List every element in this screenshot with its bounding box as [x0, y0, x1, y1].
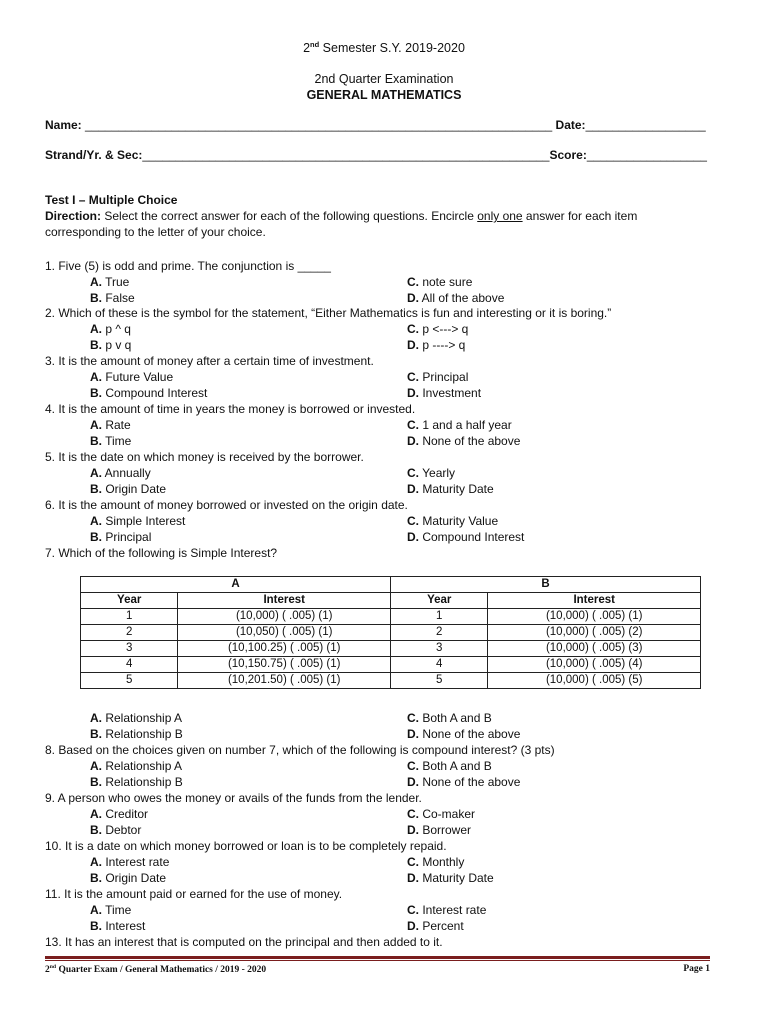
option-letter: A. [90, 903, 102, 917]
question-2-text: 2. Which of these is the symbol for the statement, “Either Mathematics is fun and interesting or it is boring.” [45, 306, 612, 320]
question-8-option-d[interactable] [407, 774, 520, 790]
option-letter: B. [90, 727, 102, 741]
footer-page-number: Page 1 [683, 964, 710, 974]
option-text: Interest [102, 919, 146, 933]
question-4-text: 4. It is the amount of time in years the money is borrowed or invested. [45, 402, 416, 416]
question-2-option-b[interactable] [90, 337, 131, 353]
option-letter: A. [90, 370, 102, 384]
option-letter: A. [90, 418, 102, 432]
question-5-text: 5. It is the date on which money is received by the borrower. [45, 450, 364, 464]
option-text: p ^ q [102, 322, 131, 336]
direction-line2: corresponding to the letter of your choice. [45, 225, 266, 239]
table-cell-year: 1 [81, 609, 178, 625]
option-text: Relationship B [102, 727, 183, 741]
question-8-text: 8. Based on the choices given on number 7, which of the following is compound interest? (3 pts) [45, 743, 555, 757]
question-12-text: 13. It has an interest that is computed on the principal and then added to it. [45, 935, 443, 949]
question-4-option-b[interactable] [90, 433, 131, 449]
option-letter: A. [90, 807, 102, 821]
option-text: Monthly [419, 855, 465, 869]
question-4-option-c[interactable] [407, 417, 512, 433]
table-cell-interest: (10,000) ( .005) (3) [488, 641, 701, 657]
table-row [81, 641, 701, 657]
question-10-option-a[interactable] [90, 854, 169, 870]
footer-rule-thick [45, 956, 710, 959]
option-text: Both A and B [419, 759, 492, 773]
option-letter: B. [90, 434, 102, 448]
option-text: Compound Interest [102, 386, 208, 400]
question-11-option-c[interactable] [407, 902, 486, 918]
option-text: 1 and a half year [419, 418, 512, 432]
option-text: None of the above [419, 727, 521, 741]
option-text: Origin Date [102, 871, 167, 885]
question-11-option-d[interactable] [407, 918, 464, 934]
option-letter: C. [407, 322, 419, 336]
col-interest-b: Interest [488, 593, 701, 609]
option-text: Future Value [102, 370, 174, 384]
question-6-option-c[interactable] [407, 513, 498, 529]
table-cell-interest: (10,201.50) ( .005) (1) [178, 673, 391, 689]
option-letter: C. [407, 466, 419, 480]
option-letter: D. [407, 871, 419, 885]
question-10-text: 10. It is a date on which money borrowed or loan is to be completely repaid. [45, 839, 447, 853]
option-text: Interest rate [419, 903, 487, 917]
option-letter: C. [407, 370, 419, 384]
option-letter: B. [90, 823, 102, 837]
question-3-option-b[interactable] [90, 385, 207, 401]
option-letter: C. [407, 807, 419, 821]
footer-left: 2nd Quarter Exam / General Mathematics / 2019 - 2020 [45, 964, 267, 976]
question-6-option-a[interactable] [90, 513, 185, 529]
table-cell-year: 3 [391, 641, 488, 657]
option-text: Borrower [419, 823, 472, 837]
option-letter: D. [407, 386, 419, 400]
question-9-text: 9. A person who owes the money or avails of the funds from the lender. [45, 791, 422, 805]
question-2-option-c[interactable] [407, 321, 468, 337]
option-text: Yearly [419, 466, 456, 480]
table-group-b: B [391, 577, 701, 593]
table-cell-year: 3 [81, 641, 178, 657]
question-3-option-a[interactable] [90, 369, 173, 385]
table-cell-year: 4 [391, 657, 488, 673]
option-text: None of the above [419, 434, 521, 448]
table-cell-year: 2 [391, 625, 488, 641]
option-letter: B. [90, 871, 102, 885]
table-cell-year: 5 [391, 673, 488, 689]
option-letter: A. [90, 514, 102, 528]
semester-heading: 2nd Semester S.Y. 2019-2020 [303, 40, 465, 56]
interest-table [80, 576, 701, 689]
question-11-option-b[interactable] [90, 918, 145, 934]
question-1-text: 1. Five (5) is odd and prime. The conjunction is _____ [45, 259, 331, 273]
option-letter: D. [407, 338, 419, 352]
option-letter: C. [407, 514, 419, 528]
option-text: Relationship B [102, 775, 183, 789]
question-5-option-c[interactable] [407, 465, 455, 481]
option-letter: B. [90, 291, 102, 305]
question-2-option-a[interactable] [90, 321, 131, 337]
option-text: Both A and B [419, 711, 492, 725]
col-year-a: Year [81, 593, 178, 609]
table-cell-year: 5 [81, 673, 178, 689]
option-text: Simple Interest [102, 514, 186, 528]
option-text: Co-maker [419, 807, 476, 821]
question-6-option-b[interactable] [90, 529, 151, 545]
table-cell-interest: (10,100.25) ( .005) (1) [178, 641, 391, 657]
strand-label: Strand/Yr. & Sec: [45, 148, 143, 162]
table-row [81, 657, 701, 673]
question-11-option-a[interactable] [90, 902, 131, 918]
subject-title: GENERAL MATHEMATICS [306, 88, 462, 102]
footer-rule-thin [45, 960, 710, 961]
option-letter: A. [90, 322, 102, 336]
question-9-option-a[interactable] [90, 806, 148, 822]
option-text: True [102, 275, 130, 289]
table-cell-year: 4 [81, 657, 178, 673]
option-text: Interest rate [102, 855, 170, 869]
option-letter: A. [90, 275, 102, 289]
option-letter: C. [407, 759, 419, 773]
option-letter: B. [90, 482, 102, 496]
score-label: Score: [549, 148, 587, 162]
question-1-option-c[interactable] [407, 274, 472, 290]
option-text: Relationship A [102, 711, 183, 725]
option-text: Rate [102, 418, 131, 432]
question-3-option-c[interactable] [407, 369, 468, 385]
strand-row [45, 148, 707, 162]
table-row [81, 625, 701, 641]
question-7-text: 7. Which of the following is Simple Interest? [45, 546, 278, 560]
option-letter: A. [90, 855, 102, 869]
option-letter: C. [407, 418, 419, 432]
question-9-option-b[interactable] [90, 822, 141, 838]
option-text: note sure [419, 275, 473, 289]
question-4-option-d[interactable] [407, 433, 520, 449]
table-cell-interest: (10,000) ( .005) (5) [488, 673, 701, 689]
question-7-option-b[interactable] [90, 726, 183, 742]
option-text: Debtor [102, 823, 142, 837]
question-1-option-b[interactable] [90, 290, 135, 306]
question-3-option-d[interactable] [407, 385, 481, 401]
table-cell-interest: (10,150.75) ( .005) (1) [178, 657, 391, 673]
question-5-option-d[interactable] [407, 481, 494, 497]
question-9-option-c[interactable] [407, 806, 475, 822]
option-letter: A. [90, 711, 102, 725]
option-text: Principal [419, 370, 469, 384]
question-3-text: 3. It is the amount of money after a certain time of investment. [45, 354, 374, 368]
option-text: p ----> q [419, 338, 466, 352]
table-row [81, 609, 701, 625]
question-1-option-a[interactable] [90, 274, 129, 290]
question-11-text: 11. It is the amount paid or earned for the use of money. [45, 887, 343, 901]
option-text: Maturity Value [419, 514, 499, 528]
col-year-b: Year [391, 593, 488, 609]
test-title: Test I – Multiple Choice [45, 193, 178, 207]
option-text: All of the above [419, 291, 505, 305]
question-10-option-b[interactable] [90, 870, 166, 886]
option-letter: B. [90, 775, 102, 789]
date-field[interactable]: __________________ [585, 118, 706, 132]
name-row [45, 118, 706, 132]
table-cell-interest: (10,000) ( .005) (1) [178, 609, 391, 625]
option-text: Investment [419, 386, 482, 400]
name-label: Name: [45, 118, 82, 132]
question-4-option-a[interactable] [90, 417, 131, 433]
table-cell-year: 1 [391, 609, 488, 625]
option-letter: C. [407, 275, 419, 289]
option-letter: D. [407, 727, 419, 741]
strand-field[interactable]: _____________________________________________________________ [142, 148, 550, 162]
question-5-option-b[interactable] [90, 481, 166, 497]
option-letter: D. [407, 919, 419, 933]
table-cell-interest: (10,000) ( .005) (4) [488, 657, 701, 673]
option-letter: B. [90, 530, 102, 544]
option-text: Origin Date [102, 482, 167, 496]
option-text: Maturity Date [419, 482, 494, 496]
option-letter: C. [407, 903, 419, 917]
option-text: Time [102, 434, 132, 448]
option-letter: D. [407, 482, 419, 496]
option-text: p <---> q [419, 322, 469, 336]
option-text: Principal [102, 530, 152, 544]
table-cell-year: 2 [81, 625, 178, 641]
question-8-option-b[interactable] [90, 774, 183, 790]
question-5-option-a[interactable] [90, 465, 151, 481]
option-letter: A. [90, 759, 102, 773]
option-text: Compound Interest [419, 530, 525, 544]
question-6-option-d[interactable] [407, 529, 524, 545]
option-letter: A. [90, 466, 102, 480]
question-8-option-c[interactable] [407, 758, 492, 774]
option-letter: D. [407, 823, 419, 837]
direction-line1: Direction: Select the correct answer for each of the following questions. Encircle only one answer for each item [45, 209, 638, 223]
question-7-option-c[interactable] [407, 710, 492, 726]
name-field[interactable]: ______________________________________________________________________ [85, 118, 553, 132]
question-1-option-d[interactable] [407, 290, 504, 306]
option-letter: C. [407, 711, 419, 725]
date-label: Date: [555, 118, 586, 132]
option-letter: C. [407, 855, 419, 869]
option-letter: D. [407, 530, 419, 544]
option-letter: B. [90, 919, 102, 933]
option-text: Relationship A [102, 759, 183, 773]
option-text: Maturity Date [419, 871, 494, 885]
option-text: Annually [102, 466, 151, 480]
option-letter: B. [90, 338, 102, 352]
question-6-text: 6. It is the amount of money borrowed or invested on the origin date. [45, 498, 408, 512]
table-row [81, 673, 701, 689]
option-text: Creditor [102, 807, 149, 821]
option-text: Percent [419, 919, 464, 933]
table-cell-interest: (10,000) ( .005) (2) [488, 625, 701, 641]
table-group-a: A [81, 577, 391, 593]
question-7-option-a[interactable] [90, 710, 182, 726]
score-field[interactable]: __________________ [586, 148, 707, 162]
table-cell-interest: (10,050) ( .005) (1) [178, 625, 391, 641]
option-text: False [102, 291, 135, 305]
question-7-option-d[interactable] [407, 726, 520, 742]
col-interest-a: Interest [178, 593, 391, 609]
option-text: p v q [102, 338, 132, 352]
option-letter: B. [90, 386, 102, 400]
option-text: Time [102, 903, 132, 917]
question-10-option-c[interactable] [407, 854, 464, 870]
question-9-option-d[interactable] [407, 822, 471, 838]
option-text: None of the above [419, 775, 521, 789]
table-cell-interest: (10,000) ( .005) (1) [488, 609, 701, 625]
option-letter: D. [407, 775, 419, 789]
exam-title: 2nd Quarter Examination [314, 72, 454, 86]
question-10-option-d[interactable] [407, 870, 494, 886]
option-letter: D. [407, 434, 419, 448]
question-2-option-d[interactable] [407, 337, 465, 353]
option-letter: D. [407, 291, 419, 305]
question-8-option-a[interactable] [90, 758, 182, 774]
